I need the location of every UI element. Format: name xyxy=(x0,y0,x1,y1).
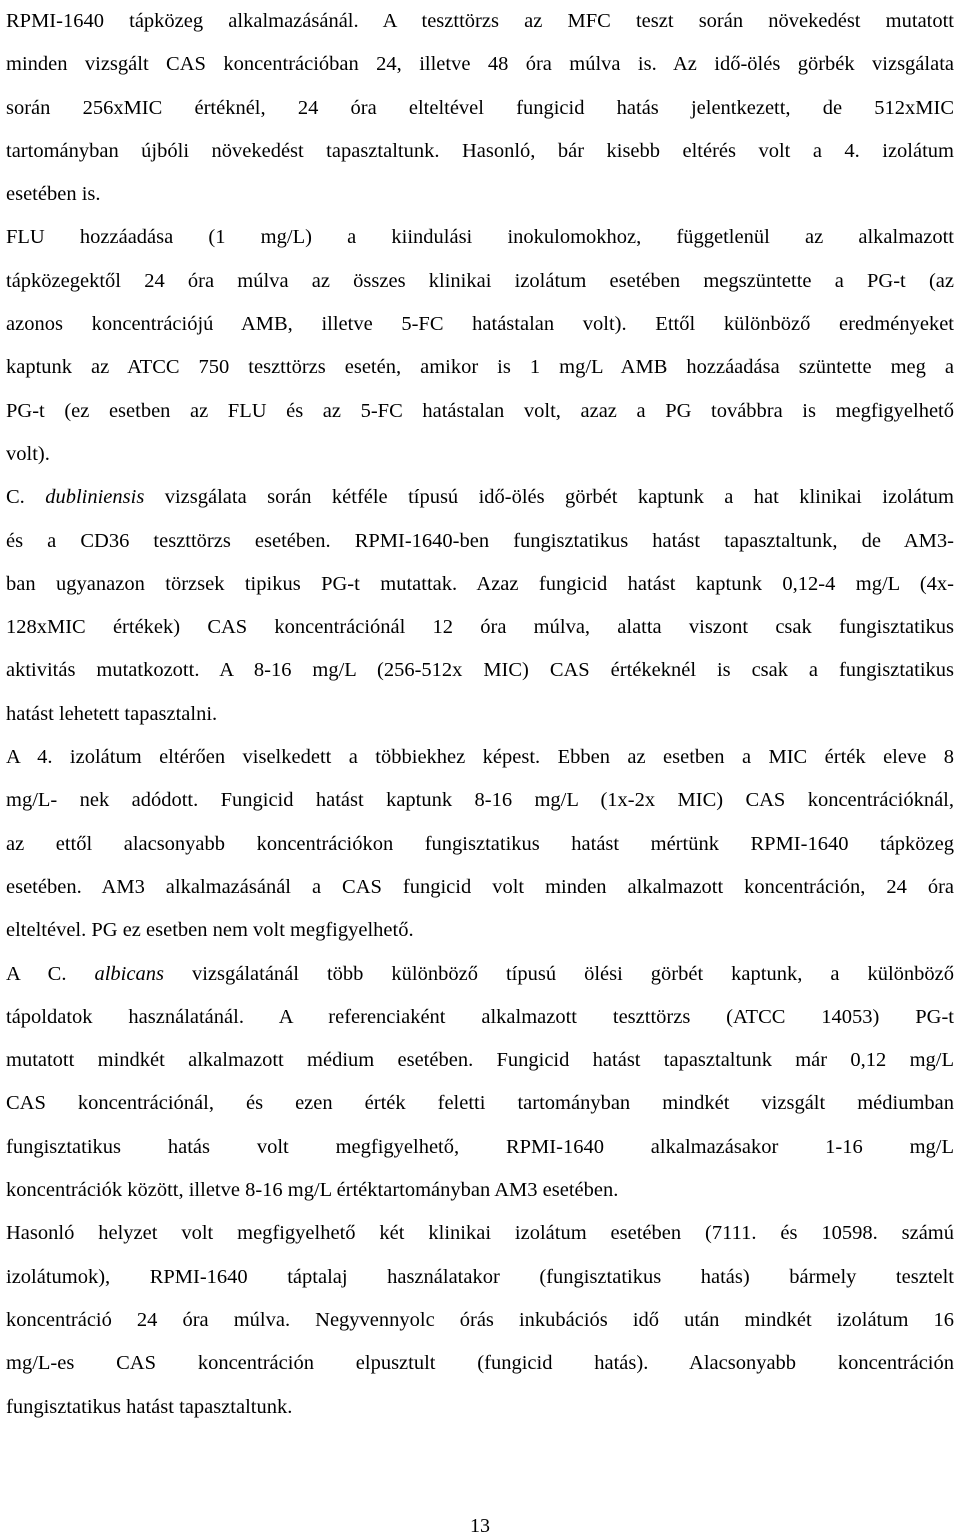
text-segment: vizsgálata során kétféle típusú idő-ölés görbét kaptunk a hat klinikai izolátum xyxy=(144,486,954,509)
text-line: 128xMIC értékek) CAS koncentrációnál 12 óra múlva, alatta viszont csak fungisztatikus xyxy=(6,616,954,639)
text-line xyxy=(6,953,954,996)
text-line: A 4. izolátum eltérően viselkedett a többiekhez képest. Ebben az esetben a MIC érték eleve 8 xyxy=(6,746,954,769)
text-line: izolátumok), RPMI-1640 táptalaj használatakor (fungisztatikus hatás) bármely tesztelt xyxy=(6,1265,954,1288)
text-line: mutatott mindkét alkalmazott médium esetében. Fungicid hatást tapasztaltunk már 0,12 mg/L xyxy=(6,1049,954,1072)
text-line: tápközegektől 24 óra múlva az összes klinikai izolátum esetében megszüntette a PG-t (az xyxy=(6,269,954,292)
species-name-italic: albicans xyxy=(94,962,164,985)
text-line: fungisztatikus hatást tapasztaltunk. xyxy=(6,1395,293,1418)
text-line: aktivitás mutatkozott. A 8-16 mg/L (256-512x MIC) CAS értékeknél is csak a fungisztatikus xyxy=(6,659,954,682)
text-line: fungisztatikus hatás volt megfigyelhető, RPMI-1640 alkalmazásakor 1-16 mg/L xyxy=(6,1135,954,1158)
text-line xyxy=(6,476,954,519)
text-line: és a CD36 teszttörzs esetében. RPMI-1640-ben fungisztatikus hatást tapasztaltunk, de AM3- xyxy=(6,529,954,552)
species-name-italic: dubliniensis xyxy=(45,486,145,509)
text-line: CAS koncentrációnál, és ezen érték feletti tartományban mindkét vizsgált médiumban xyxy=(6,1092,954,1115)
text-line: kaptunk az ATCC 750 teszttörzs esetén, amikor is 1 mg/L AMB hozzáadása szüntette meg a xyxy=(6,356,954,379)
text-line: tartományban újbóli növekedést tapasztaltunk. Hasonló, bár kisebb eltérés volt a 4. izolátum xyxy=(6,139,954,162)
text-line: tápoldatok használatánál. A referenciaként alkalmazott teszttörzs (ATCC 14053) PG-t xyxy=(6,1005,954,1028)
text-line: során 256xMIC értéknél, 24 óra elteltével fungicid hatás jelentkezett, de 512xMIC xyxy=(6,96,954,119)
text-segment: C. xyxy=(6,486,46,509)
text-line: FLU hozzáadása (1 mg/L) a kiindulási inokulomokhoz, függetlenül az alkalmazott xyxy=(6,226,954,249)
text-line: koncentrációk között, illetve 8-16 mg/L értéktartományban AM3 esetében. xyxy=(6,1179,619,1202)
text-line: esetében. AM3 alkalmazásánál a CAS fungicid volt minden alkalmazott koncentráción, 24 óra xyxy=(6,875,954,898)
text-line: esetében is. xyxy=(6,183,101,206)
text-line: azonos koncentrációjú AMB, illetve 5-FC hatástalan volt). Ettől különböző eredményeket xyxy=(6,313,954,336)
text-line: mg/L-es CAS koncentráción elpusztult (fungicid hatás). Alacsonyabb koncentráción xyxy=(6,1352,954,1375)
text-line: ban ugyanazon törzsek tipikus PG-t mutattak. Azaz fungicid hatást kaptunk 0,12-4 mg/L (4x- xyxy=(6,572,954,595)
text-line: hatást lehetett tapasztalni. xyxy=(6,702,218,725)
text-line: PG-t (ez esetben az FLU és az 5-FC hatástalan volt, azaz a PG továbbra is megfigyelhető xyxy=(6,399,954,422)
text-line: az ettől alacsonyabb koncentrációkon fungisztatikus hatást mértünk RPMI-1640 tápközeg xyxy=(6,832,954,855)
text-segment: A C. xyxy=(6,962,95,985)
text-line: Hasonló helyzet volt megfigyelhető két klinikai izolátum esetében (7111. és 10598. számú xyxy=(6,1222,954,1245)
text-line: koncentráció 24 óra múlva. Negyvennyolc órás inkubációs idő után mindkét izolátum 16 xyxy=(6,1308,954,1331)
text-line: RPMI-1640 tápközeg alkalmazásánál. A teszttörzs az MFC teszt során növekedést mutatott xyxy=(6,10,954,32)
page-number: 13 xyxy=(470,1515,490,1537)
text-line: minden vizsgált CAS koncentrációban 24, illetve 48 óra múlva is. Az idő-ölés görbék vizsgálata xyxy=(6,53,954,76)
text-segment: vizsgálatánál több különböző típusú ölési görbét kaptunk, a különböző xyxy=(163,962,954,985)
text-line: elteltével. PG ez esetben nem volt megfigyelhető. xyxy=(6,919,414,942)
document-body xyxy=(6,0,954,1429)
text-line: mg/L- nek adódott. Fungicid hatást kaptunk 8-16 mg/L (1x-2x MIC) CAS koncentrációknál, xyxy=(6,789,954,812)
text-line: volt). xyxy=(6,442,50,465)
